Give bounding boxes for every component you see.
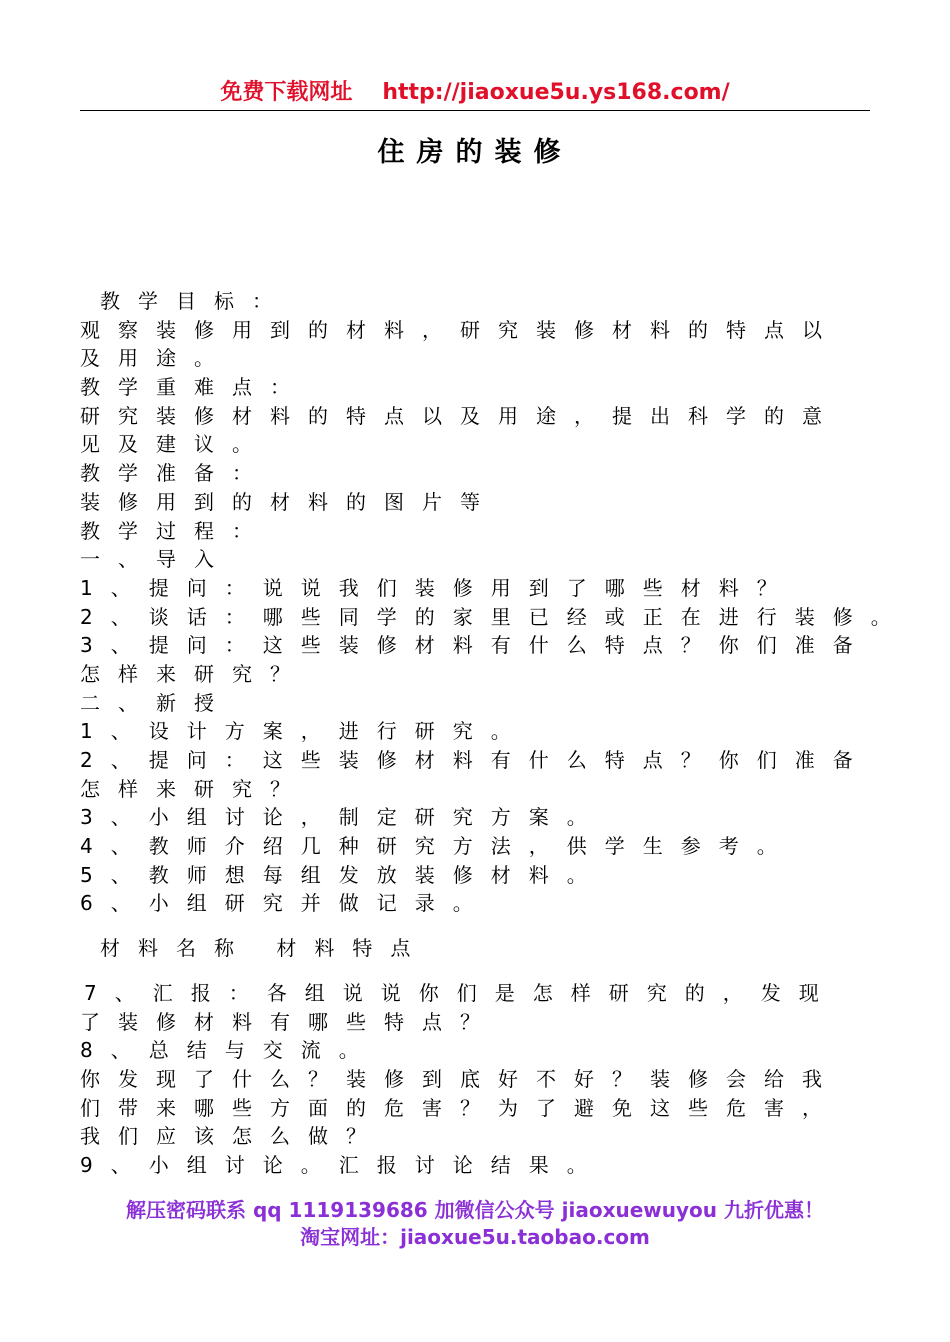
footer-taobao-link[interactable]: 淘宝网址：jiaoxue5u.taobao.com bbox=[300, 1225, 650, 1249]
list-item: 6、小组研究并做记录。 bbox=[80, 891, 491, 916]
list-item: 7、汇报：各组说说你们是怎样研究的，发现 bbox=[84, 980, 837, 1005]
section-heading: 教学过程： bbox=[80, 518, 270, 543]
list-item: 4、教师介绍几种研究方法，供学生参考。 bbox=[80, 834, 795, 859]
contact-footer bbox=[0, 1197, 950, 1251]
paragraph-line: 研究装修材料的特点以及用途，提出科学的意 bbox=[80, 403, 840, 428]
paragraph-line: 怎样来研究？ bbox=[80, 661, 308, 686]
paragraph-line: 你发现了什么？装修到底好不好？装修会给我 bbox=[80, 1066, 840, 1091]
list-item: 2、谈话：哪些同学的家里已经或正在进行装修。 bbox=[80, 604, 909, 629]
list-item: 8、总结与交流。 bbox=[80, 1038, 377, 1063]
list-item: 3、提问：这些装修材料有什么特点？你们准备 bbox=[80, 633, 871, 658]
list-item: 1、设计方案，进行研究。 bbox=[80, 719, 529, 744]
header-label: 免费下载网址 bbox=[220, 80, 353, 105]
paragraph-line: 我们应该怎么做？ bbox=[80, 1124, 384, 1149]
paragraph-line: 们带来哪些方面的危害？为了避免这些危害， bbox=[80, 1095, 840, 1120]
list-item: 2、提问：这些装修材料有什么特点？你们准备 bbox=[80, 748, 871, 772]
paragraph-line: 装修用到的材料的图片等 bbox=[80, 489, 498, 514]
paragraph-line: 怎样来研究？ bbox=[80, 776, 308, 801]
lesson-body bbox=[80, 287, 909, 1180]
download-header bbox=[80, 78, 870, 111]
section-heading: 教学准备： bbox=[80, 461, 270, 486]
paragraph-line: 及用途。 bbox=[80, 346, 232, 371]
list-item: 1、提问：说说我们装修用到了哪些材料？ bbox=[80, 575, 795, 600]
list-item: 9、小组讨论。汇报讨论结果。 bbox=[80, 1152, 605, 1177]
list-item: 5、教师想每组发放装修材料。 bbox=[80, 862, 605, 887]
paragraph-line: 见及建议。 bbox=[80, 432, 270, 457]
list-item: 3、小组讨论，制定研究方案。 bbox=[80, 805, 605, 830]
paragraph-line: 观察装修用到的材料，研究装修材料的特点以 bbox=[80, 317, 840, 342]
footer-contact-line: 解压密码联系 qq 1119139686 加微信公众号 jiaoxuewuyou 九折优惠！ bbox=[126, 1198, 824, 1222]
section-heading: 教学目标： bbox=[100, 289, 290, 313]
section-heading: 教学重难点： bbox=[80, 375, 308, 400]
section-heading: 二、新授 bbox=[80, 690, 232, 715]
table-header-line: 材料名称 材料特点 bbox=[100, 936, 429, 961]
page-title: 住房的装修 bbox=[377, 137, 573, 168]
paragraph-line: 了装修材料有哪些特点？ bbox=[80, 1009, 498, 1034]
section-heading: 一、导入 bbox=[80, 547, 232, 572]
header-url-link[interactable]: http://jiaoxue5u.ys168.com/ bbox=[382, 80, 730, 105]
